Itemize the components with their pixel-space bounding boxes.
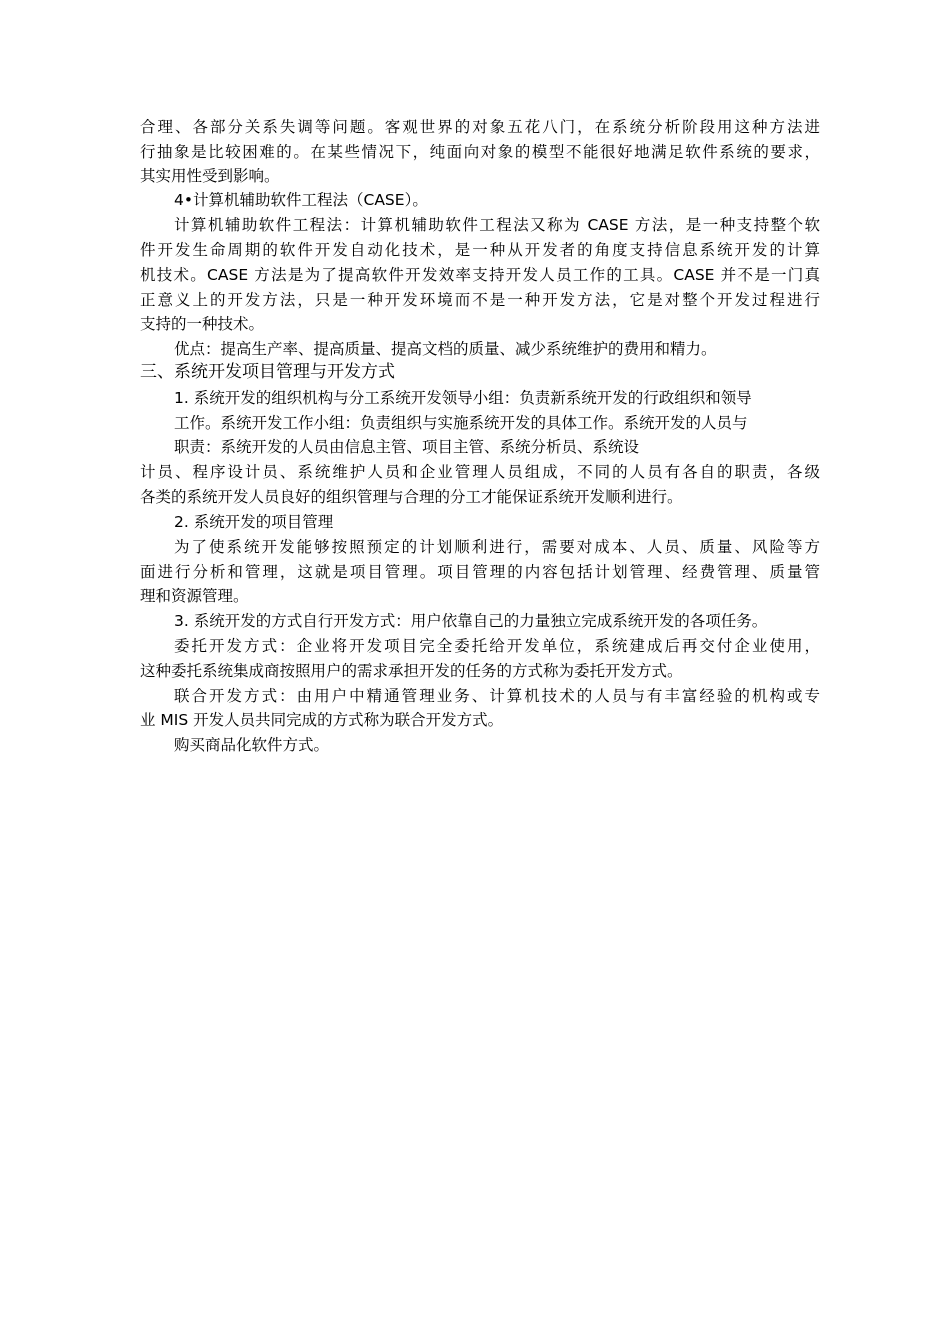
paragraph-line: 计算机辅助软件工程法：计算机辅助软件工程法又称为 CASE 方法，是一种支持整个软 <box>174 216 820 234</box>
paragraph-line: 委托开发方式：企业将开发项目完全委托给开发单位，系统建成后再交付企业使用， <box>174 637 820 655</box>
paragraph-line: 优点：提高生产率、提高质量、提高文档的质量、减少系统维护的费用和精力。 <box>174 340 717 358</box>
paragraph-line: 3. 系统开发的方式自行开发方式：用户依靠自己的力量独立完成系统开发的各项任务。 <box>174 612 768 630</box>
paragraph-line: 业 MIS 开发人员共同完成的方式称为联合开发方式。 <box>140 711 504 729</box>
paragraph-line: 购买商品化软件方式。 <box>174 736 330 754</box>
paragraph-line: 工作。系统开发工作小组：负责组织与实施系统开发的具体工作。系统开发的人员与 <box>174 414 748 432</box>
paragraph-line: 为了使系统开发能够按照预定的计划顺利进行，需要对成本、人员、质量、风险等方 <box>174 538 820 556</box>
paragraph-line: 正意义上的开发方法，只是一种开发环境而不是一种开发方法，它是对整个开发过程进行 <box>140 291 820 309</box>
paragraph-line: 件开发生命周期的软件开发自动化技术，是一种从开发者的角度支持信息系统开发的计算 <box>140 241 820 259</box>
paragraph-line: 其实用性受到影响。 <box>140 167 280 185</box>
paragraph-line: 行抽象是比较困难的。在某些情况下，纯面向对象的模型不能很好地满足软件系统的要求， <box>140 143 820 161</box>
section-subheading: 4•计算机辅助软件工程法（CASE）。 <box>174 191 428 209</box>
paragraph-line: 支持的一种技术。 <box>140 315 265 333</box>
paragraph-line: 职责：系统开发的人员由信息主管、项目主管、系统分析员、系统设 <box>174 438 640 456</box>
paragraph-line: 理和资源管理。 <box>140 587 249 605</box>
paragraph-line: 面进行分析和管理，这就是项目管理。项目管理的内容包括计划管理、经费管理、质量管 <box>140 563 820 581</box>
section-heading: 三、系统开发项目管理与开发方式 <box>140 362 395 382</box>
paragraph-line: 联合开发方式：由用户中精通管理业务、计算机技术的人员与有丰富经验的机构或专 <box>174 687 820 705</box>
paragraph-line: 1. 系统开发的组织机构与分工系统开发领导小组：负责新系统开发的行政组织和领导 <box>174 389 752 407</box>
paragraph-line: 这种委托系统集成商按照用户的需求承担开发的任务的方式称为委托开发方式。 <box>140 662 683 680</box>
paragraph-line: 计员、程序设计员、系统维护人员和企业管理人员组成，不同的人员有各自的职责，各级 <box>140 463 820 481</box>
paragraph-line: 各类的系统开发人员良好的组织管理与合理的分工才能保证系统开发顺利进行。 <box>140 488 683 506</box>
paragraph-line: 机技术。CASE 方法是为了提高软件开发效率支持开发人员工作的工具。CASE 并不是一门真 <box>140 266 820 284</box>
section-subheading: 2. 系统开发的项目管理 <box>174 513 334 531</box>
paragraph-line: 合理、各部分关系失调等问题。客观世界的对象五花八门，在系统分析阶段用这种方法进 <box>140 118 820 136</box>
